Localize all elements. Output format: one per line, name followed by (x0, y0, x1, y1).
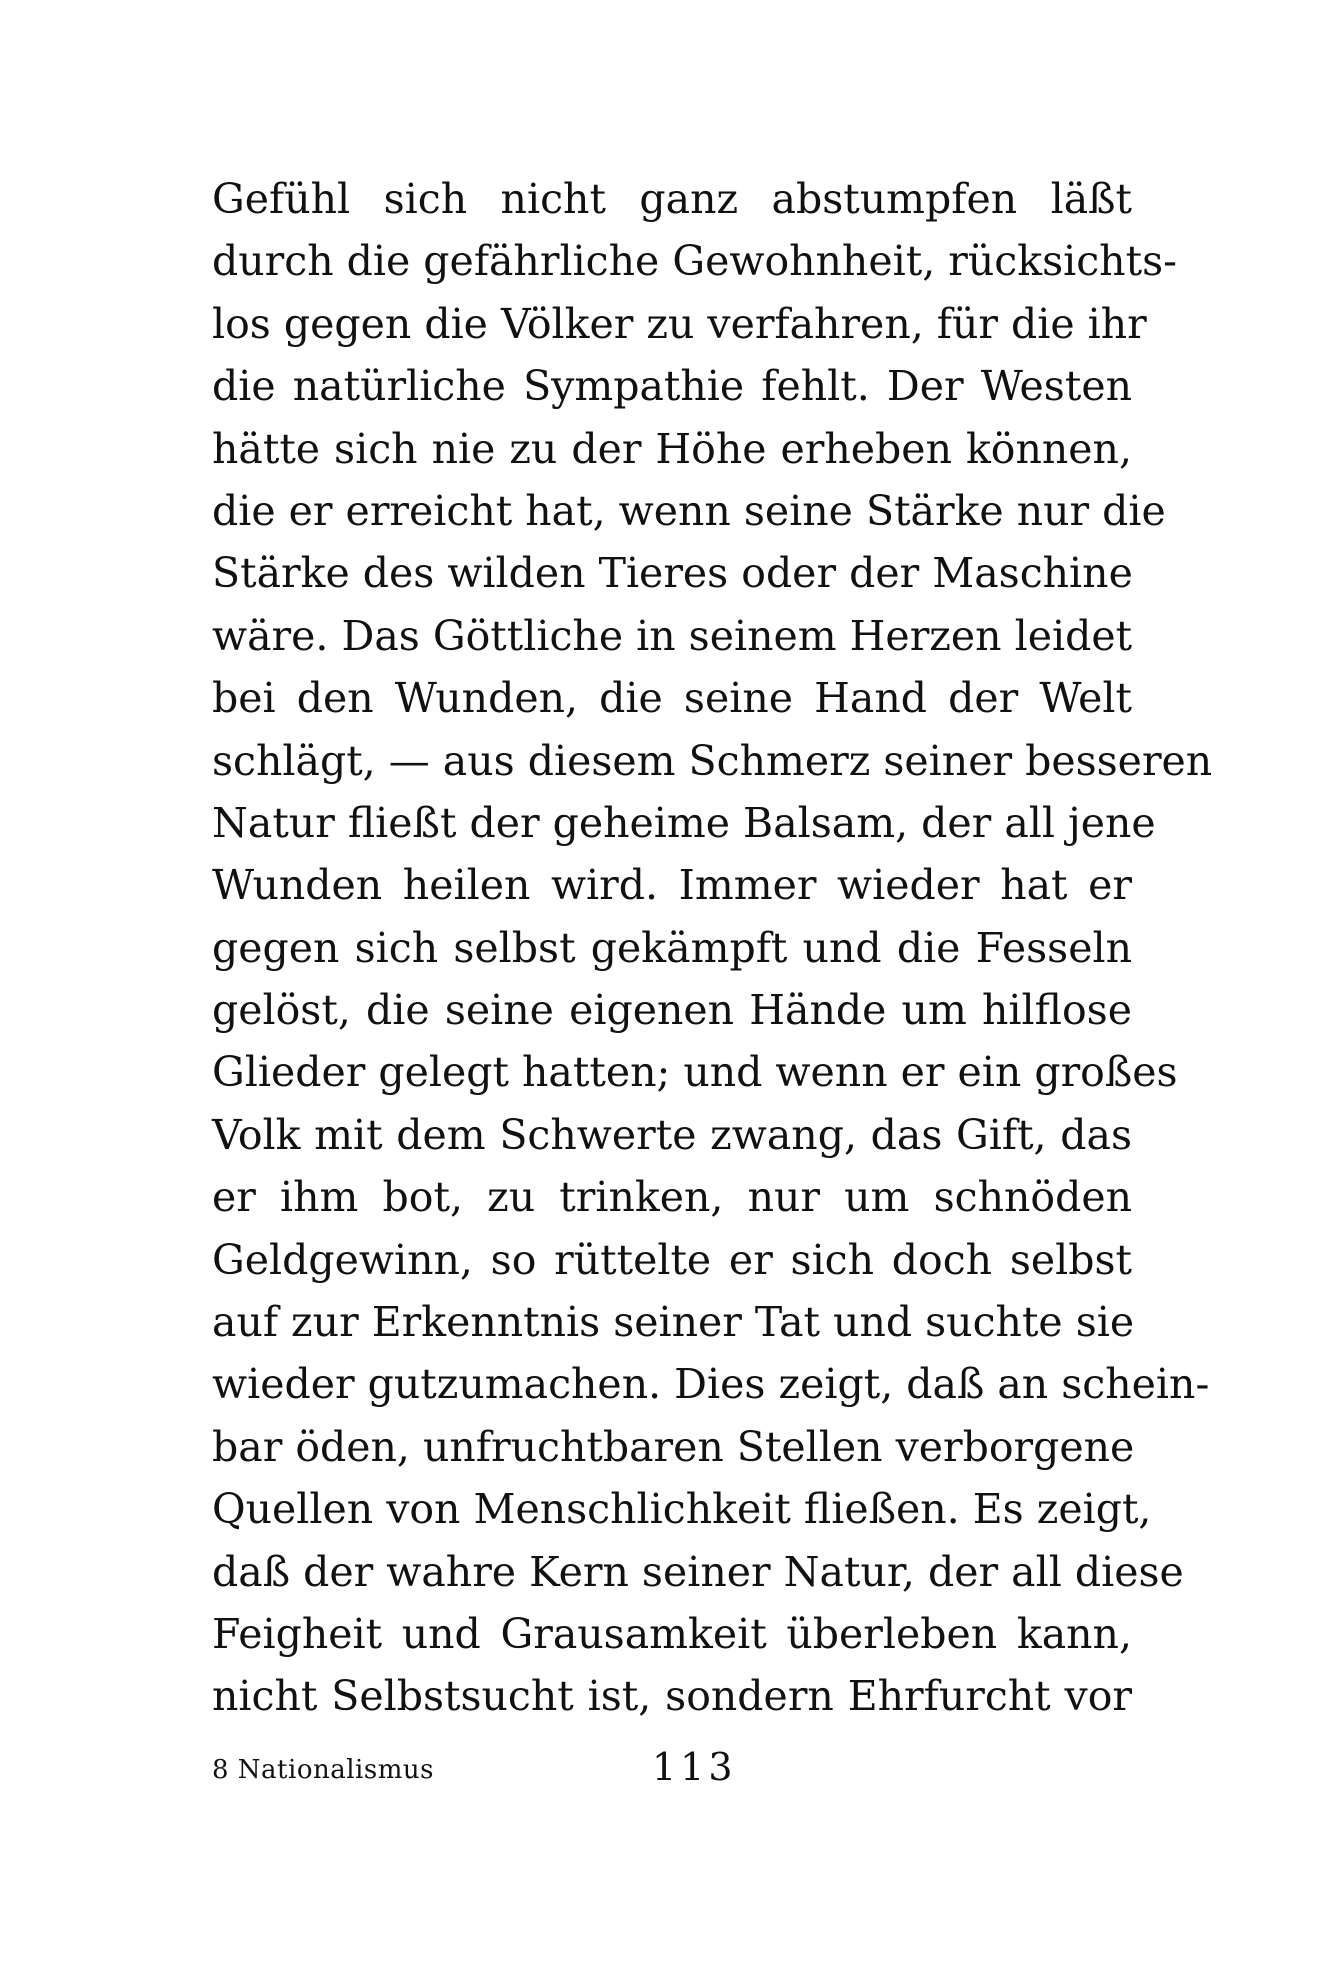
text-line: Geldgewinn, so rüttelte er sich doch selbst (212, 1235, 1132, 1284)
text-line: Quellen von Menschlichkeit fließen. Es zeigt, (212, 1485, 1152, 1534)
text-line: bei den Wunden, die seine Hand der Welt (212, 674, 1132, 723)
text-line: auf zur Erkenntnis seiner Tat und suchte sie (212, 1298, 1135, 1347)
text-line: schlägt, — aus diesem Schmerz seiner besseren (212, 736, 1213, 785)
text-line: Stärke des wilden Tieres oder der Maschine (212, 549, 1133, 598)
text-line: wäre. Das Göttliche in seinem Herzen leidet (212, 611, 1133, 660)
text-line: die er erreicht hat, wenn seine Stärke nur die (212, 486, 1166, 535)
text-line: er ihm bot, zu trinken, nur um schnöden (212, 1173, 1132, 1222)
text-line: bar öden, unfruchtbaren Stellen verborgene (212, 1422, 1135, 1471)
signature-mark: 8 Nationalismus (212, 1755, 434, 1785)
text-line: Gefühl sich nicht ganz abstumpfen läßt (212, 175, 1132, 223)
text-line: Wunden heilen wird. Immer wieder hat er (212, 861, 1132, 910)
page-number: 113 (652, 1745, 737, 1789)
text-line: gegen sich selbst gekämpft und die Fesseln (212, 923, 1132, 972)
text-line: hätte sich nie zu der Höhe erheben können, (212, 424, 1132, 473)
text-line: gelöst, die seine eigenen Hände um hilflose (212, 986, 1132, 1035)
text-line: Volk mit dem Schwerte zwang, das Gift, das (212, 1110, 1132, 1159)
text-line: wieder gutzumachen. Dies zeigt, daß an schein- (212, 1360, 1210, 1409)
page-footer (212, 1745, 1132, 1789)
text-line: nicht Selbstsucht ist, sondern Ehrfurcht vor (212, 1672, 1132, 1721)
text-line: daß der wahre Kern seiner Natur, der all diese (212, 1547, 1184, 1596)
body-text (212, 168, 1213, 1728)
text-line: los gegen die Völker zu verfahren, für die ihr (212, 299, 1147, 348)
text-line: Natur fließt der geheime Balsam, der all jene (212, 798, 1156, 847)
text-line: durch die gefährliche Gewohnheit, rücksichts- (212, 237, 1177, 286)
text-line: Feigheit und Grausamkeit überleben kann, (212, 1609, 1132, 1658)
text-line: die natürliche Sympathie fehlt. Der Westen (212, 362, 1132, 411)
text-line: Glieder gelegt hatten; und wenn er ein großes (212, 1048, 1178, 1097)
